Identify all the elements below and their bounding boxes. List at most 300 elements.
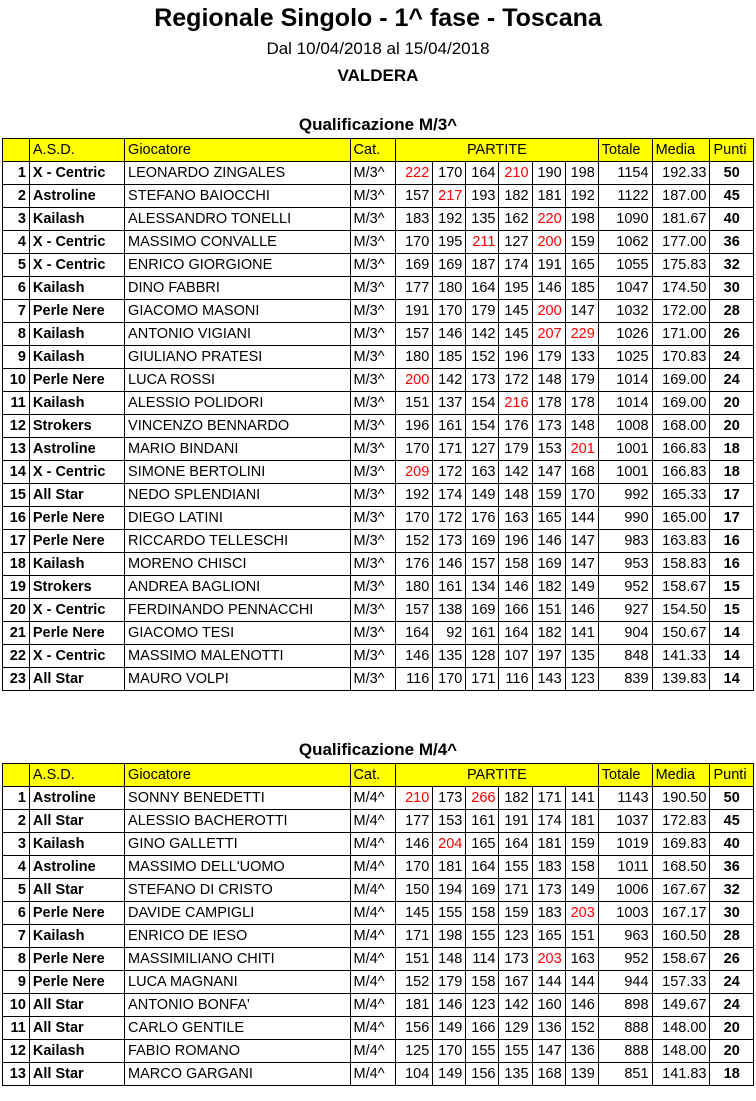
points-cell: 20 [710,1017,754,1040]
game-score-cell: 185 [433,346,466,369]
average-cell: 169.83 [652,833,710,856]
game-score-cell: 196 [499,346,532,369]
table-row [3,185,754,208]
average-cell: 148.00 [652,1040,710,1063]
average-cell: 166.83 [652,461,710,484]
position-cell: 15 [3,484,30,507]
game-score-cell: 169 [532,553,565,576]
points-cell: 40 [710,208,754,231]
table-row [3,879,754,902]
game-score-cell: 198 [565,162,598,185]
game-score-cell: 123 [466,994,499,1017]
category-cell: M/3^ [350,185,396,208]
game-score-cell: 141 [565,622,598,645]
average-cell: 192.33 [652,162,710,185]
category-cell: M/3^ [350,484,396,507]
game-score-cell: 165 [466,833,499,856]
total-cell: 839 [598,668,652,691]
game-score-cell: 142 [433,369,466,392]
game-score-cell: 148 [565,415,598,438]
game-score-cell: 181 [396,994,433,1017]
total-cell: 898 [598,994,652,1017]
header-points: Punti [710,139,754,162]
player-cell: LUCA MAGNANI [125,971,350,994]
player-cell: NEDO SPLENDIANI [125,484,350,507]
average-cell: 150.67 [652,622,710,645]
total-cell: 1122 [598,185,652,208]
points-cell: 16 [710,553,754,576]
game-score-cell: 116 [396,668,433,691]
game-score-cell: 135 [565,645,598,668]
game-score-cell: 179 [565,369,598,392]
game-score-cell: 169 [466,530,499,553]
game-score-cell: 170 [396,231,433,254]
game-score-cell: 151 [532,599,565,622]
player-cell: LUCA ROSSI [125,369,350,392]
game-score-cell: 203 [532,948,565,971]
game-score-cell: 149 [433,1017,466,1040]
category-cell: M/4^ [350,1017,396,1040]
club-cell: Perle Nere [29,530,124,553]
game-score-cell: 176 [396,553,433,576]
average-cell: 141.33 [652,645,710,668]
total-cell: 1006 [598,879,652,902]
table-row [3,346,754,369]
points-cell: 15 [710,576,754,599]
average-cell: 175.83 [652,254,710,277]
position-cell: 5 [3,254,30,277]
club-cell: Perle Nere [29,622,124,645]
game-score-cell: 220 [532,208,565,231]
points-cell: 36 [710,856,754,879]
table-row [3,1017,754,1040]
points-cell: 14 [710,622,754,645]
points-cell: 17 [710,507,754,530]
game-score-cell: 144 [565,971,598,994]
category-cell: M/3^ [350,208,396,231]
game-score-cell: 181 [565,810,598,833]
game-score-cell: 145 [499,323,532,346]
category-cell: M/3^ [350,576,396,599]
game-score-cell: 174 [499,254,532,277]
total-cell: 990 [598,507,652,530]
game-score-cell: 145 [499,300,532,323]
table-row [3,810,754,833]
player-cell: SONNY BENEDETTI [125,787,350,810]
position-cell: 1 [3,162,30,185]
game-score-cell: 147 [565,300,598,323]
game-score-cell: 149 [433,1063,466,1086]
player-cell: ANTONIO VIGIANI [125,323,350,346]
game-score-cell: 207 [532,323,565,346]
game-score-cell: 154 [466,415,499,438]
club-cell: Kailash [29,208,124,231]
game-score-cell: 187 [466,254,499,277]
game-score-cell: 161 [433,415,466,438]
game-score-cell: 155 [499,1040,532,1063]
average-cell: 190.50 [652,787,710,810]
game-score-cell: 197 [532,645,565,668]
club-cell: X - Centric [29,231,124,254]
total-cell: 1062 [598,231,652,254]
average-cell: 168.50 [652,856,710,879]
points-cell: 20 [710,415,754,438]
section-title-m4: Qualificazione M/4^ [298,740,458,759]
game-score-cell: 183 [532,902,565,925]
game-score-cell: 217 [433,185,466,208]
club-cell: Strokers [29,576,124,599]
player-cell: DIEGO LATINI [125,507,350,530]
club-cell: Astroline [29,856,124,879]
club-cell: Kailash [29,833,124,856]
category-cell: M/3^ [350,369,396,392]
header-cat: Cat. [350,139,396,162]
player-cell: ENRICO GIORGIONE [125,254,350,277]
game-score-cell: 147 [565,553,598,576]
game-score-cell: 170 [433,668,466,691]
total-cell: 952 [598,948,652,971]
header-games: PARTITE [396,139,599,162]
game-score-cell: 157 [396,323,433,346]
position-cell: 21 [3,622,30,645]
category-cell: M/3^ [350,162,396,185]
game-score-cell: 171 [433,438,466,461]
game-score-cell: 136 [565,1040,598,1063]
points-cell: 24 [710,971,754,994]
game-score-cell: 164 [466,856,499,879]
total-cell: 983 [598,530,652,553]
club-cell: All Star [29,879,124,902]
category-cell: M/4^ [350,994,396,1017]
game-score-cell: 158 [466,971,499,994]
total-cell: 1001 [598,438,652,461]
game-score-cell: 177 [396,277,433,300]
table-row [3,948,754,971]
game-score-cell: 170 [396,856,433,879]
total-cell: 1026 [598,323,652,346]
table-row [3,787,754,810]
game-score-cell: 153 [532,438,565,461]
table-row [3,392,754,415]
game-score-cell: 146 [396,645,433,668]
category-cell: M/4^ [350,879,396,902]
game-score-cell: 179 [532,346,565,369]
game-score-cell: 164 [466,162,499,185]
position-cell: 3 [3,208,30,231]
club-cell: Perle Nere [29,948,124,971]
game-score-cell: 146 [565,994,598,1017]
header-player: Giocatore [125,764,350,787]
total-cell: 953 [598,553,652,576]
category-cell: M/4^ [350,925,396,948]
average-cell: 177.00 [652,231,710,254]
game-score-cell: 210 [396,787,433,810]
table-row [3,668,754,691]
category-cell: M/4^ [350,1063,396,1086]
game-score-cell: 164 [466,277,499,300]
player-cell: CARLO GENTILE [125,1017,350,1040]
header-avg: Media [652,139,710,162]
player-cell: RICCARDO TELLESCHI [125,530,350,553]
total-cell: 888 [598,1040,652,1063]
game-score-cell: 172 [433,461,466,484]
game-score-cell: 185 [565,277,598,300]
game-score-cell: 182 [532,576,565,599]
position-cell: 1 [3,787,30,810]
game-score-cell: 165 [532,925,565,948]
game-score-cell: 151 [396,948,433,971]
game-score-cell: 198 [433,925,466,948]
game-score-cell: 145 [396,902,433,925]
player-cell: MARIO BINDANI [125,438,350,461]
game-score-cell: 191 [396,300,433,323]
game-score-cell: 181 [532,185,565,208]
total-cell: 952 [598,576,652,599]
header-total: Totale [598,139,652,162]
points-cell: 24 [710,369,754,392]
game-score-cell: 169 [433,254,466,277]
table-row [3,162,754,185]
game-score-cell: 209 [396,461,433,484]
game-score-cell: 167 [499,971,532,994]
game-score-cell: 171 [532,787,565,810]
header-avg: Media [652,764,710,787]
table-row [3,553,754,576]
category-cell: M/3^ [350,277,396,300]
player-cell: DINO FABBRI [125,277,350,300]
position-cell: 8 [3,948,30,971]
average-cell: 167.67 [652,879,710,902]
table-row [3,833,754,856]
position-cell: 18 [3,553,30,576]
game-score-cell: 135 [433,645,466,668]
total-cell: 1032 [598,300,652,323]
average-cell: 163.83 [652,530,710,553]
average-cell: 172.00 [652,300,710,323]
game-score-cell: 151 [396,392,433,415]
table-row [3,231,754,254]
game-score-cell: 149 [565,576,598,599]
position-cell: 9 [3,971,30,994]
points-cell: 36 [710,231,754,254]
game-score-cell: 183 [396,208,433,231]
table-row [3,971,754,994]
club-cell: X - Centric [29,461,124,484]
header-asd: A.S.D. [29,764,124,787]
points-cell: 45 [710,185,754,208]
total-cell: 1008 [598,415,652,438]
points-cell: 17 [710,484,754,507]
position-cell: 4 [3,231,30,254]
points-cell: 50 [710,162,754,185]
game-score-cell: 177 [396,810,433,833]
club-cell: Perle Nere [29,507,124,530]
points-cell: 15 [710,599,754,622]
game-score-cell: 159 [499,902,532,925]
table-row [3,208,754,231]
average-cell: 181.67 [652,208,710,231]
position-cell: 13 [3,438,30,461]
club-cell: Kailash [29,323,124,346]
total-cell: 1014 [598,369,652,392]
club-cell: Perle Nere [29,902,124,925]
game-score-cell: 204 [433,833,466,856]
game-score-cell: 216 [499,392,532,415]
header-asd: A.S.D. [29,139,124,162]
game-score-cell: 192 [396,484,433,507]
table-row [3,415,754,438]
club-cell: Kailash [29,925,124,948]
game-score-cell: 142 [466,323,499,346]
club-cell: All Star [29,484,124,507]
position-cell: 22 [3,645,30,668]
position-cell: 20 [3,599,30,622]
points-cell: 14 [710,668,754,691]
game-score-cell: 114 [466,948,499,971]
average-cell: 139.83 [652,668,710,691]
game-score-cell: 191 [532,254,565,277]
position-cell: 14 [3,461,30,484]
points-cell: 26 [710,323,754,346]
total-cell: 1154 [598,162,652,185]
game-score-cell: 174 [532,810,565,833]
game-score-cell: 146 [396,833,433,856]
table-row [3,925,754,948]
total-cell: 904 [598,622,652,645]
player-cell: ANTONIO BONFA' [125,994,350,1017]
average-cell: 158.83 [652,553,710,576]
game-score-cell: 180 [396,576,433,599]
category-cell: M/4^ [350,1040,396,1063]
standings-table-m4 [2,763,754,1086]
club-cell: Perle Nere [29,300,124,323]
game-score-cell: 148 [499,484,532,507]
club-cell: All Star [29,1017,124,1040]
game-score-cell: 163 [565,948,598,971]
total-cell: 1047 [598,277,652,300]
game-score-cell: 152 [396,971,433,994]
total-cell: 1011 [598,856,652,879]
club-cell: X - Centric [29,254,124,277]
player-cell: MARCO GARGANI [125,1063,350,1086]
game-score-cell: 147 [532,1040,565,1063]
category-cell: M/3^ [350,530,396,553]
club-cell: Kailash [29,392,124,415]
header-cat: Cat. [350,764,396,787]
game-score-cell: 196 [499,530,532,553]
game-score-cell: 125 [396,1040,433,1063]
table-row [3,323,754,346]
date-range: Dal 10/04/2018 al 15/04/2018 [266,39,490,58]
game-score-cell: 176 [466,507,499,530]
table-row [3,530,754,553]
game-score-cell: 171 [396,925,433,948]
game-score-cell: 266 [466,787,499,810]
category-cell: M/3^ [350,668,396,691]
club-cell: Perle Nere [29,369,124,392]
game-score-cell: 154 [466,392,499,415]
header-points: Punti [710,764,754,787]
average-cell: 187.00 [652,185,710,208]
category-cell: M/3^ [350,254,396,277]
standings-table-m3 [2,138,754,691]
game-score-cell: 155 [433,902,466,925]
game-score-cell: 155 [466,925,499,948]
game-score-cell: 171 [499,879,532,902]
game-score-cell: 156 [396,1017,433,1040]
category-cell: M/3^ [350,461,396,484]
game-score-cell: 152 [396,530,433,553]
player-cell: FERDINANDO PENNACCHI [125,599,350,622]
player-cell: MAURO VOLPI [125,668,350,691]
page-title: Regionale Singolo - 1^ fase - Toscana [154,4,602,32]
table-row [3,1063,754,1086]
game-score-cell: 137 [433,392,466,415]
position-cell: 12 [3,415,30,438]
table-row [3,902,754,925]
game-score-cell: 147 [565,530,598,553]
header-pos-cell [3,139,30,162]
points-cell: 20 [710,1040,754,1063]
club-cell: Perle Nere [29,971,124,994]
average-cell: 157.33 [652,971,710,994]
game-score-cell: 142 [499,461,532,484]
table-row [3,645,754,668]
player-cell: ANDREA BAGLIONI [125,576,350,599]
game-score-cell: 116 [499,668,532,691]
position-cell: 8 [3,323,30,346]
game-score-cell: 149 [466,484,499,507]
game-score-cell: 169 [396,254,433,277]
game-score-cell: 192 [433,208,466,231]
position-cell: 10 [3,994,30,1017]
game-score-cell: 152 [466,346,499,369]
total-cell: 1003 [598,902,652,925]
game-score-cell: 153 [433,810,466,833]
points-cell: 28 [710,925,754,948]
game-score-cell: 164 [499,622,532,645]
table-row [3,994,754,1017]
average-cell: 154.50 [652,599,710,622]
game-score-cell: 148 [532,369,565,392]
game-score-cell: 129 [499,1017,532,1040]
game-score-cell: 195 [433,231,466,254]
club-cell: All Star [29,810,124,833]
table-header-row [3,139,754,162]
game-score-cell: 170 [433,1040,466,1063]
table-row [3,484,754,507]
game-score-cell: 173 [433,530,466,553]
header-total: Totale [598,764,652,787]
game-score-cell: 147 [532,461,565,484]
table-header-row [3,764,754,787]
player-cell: GINO GALLETTI [125,833,350,856]
category-cell: M/3^ [350,622,396,645]
game-score-cell: 176 [499,415,532,438]
game-score-cell: 163 [466,461,499,484]
table-row [3,438,754,461]
game-score-cell: 158 [565,856,598,879]
player-cell: SIMONE BERTOLINI [125,461,350,484]
game-score-cell: 171 [466,668,499,691]
game-score-cell: 164 [499,833,532,856]
game-score-cell: 144 [565,507,598,530]
position-cell: 11 [3,392,30,415]
player-cell: GIULIANO PRATESI [125,346,350,369]
points-cell: 18 [710,461,754,484]
average-cell: 149.67 [652,994,710,1017]
game-score-cell: 179 [433,971,466,994]
